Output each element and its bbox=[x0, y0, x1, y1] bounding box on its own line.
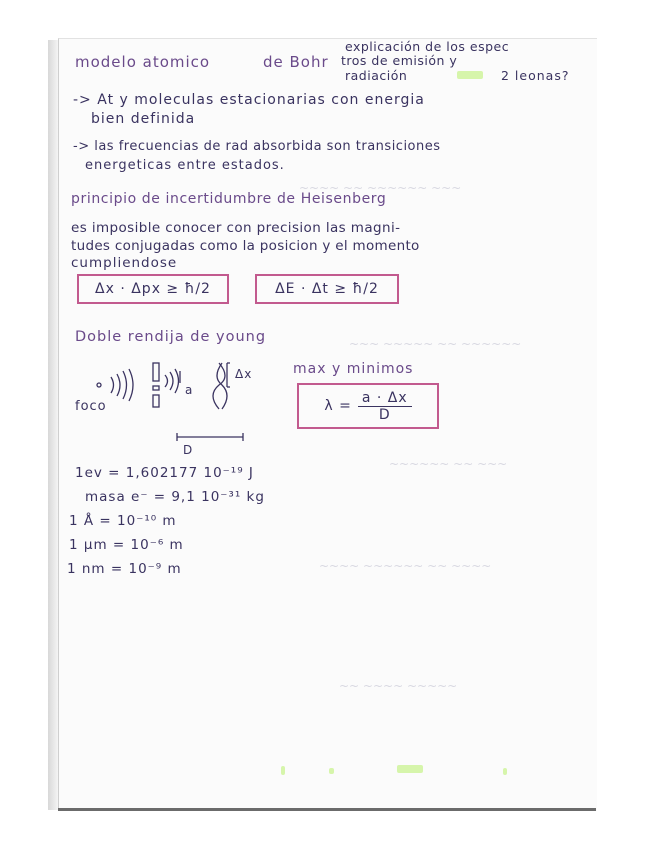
bohr-point-line: -> At y moleculas estacionarias con energia bbox=[73, 92, 425, 108]
bohr-point-line: -> las frecuencias de rad absorbida son transiciones bbox=[73, 139, 441, 154]
bleed-through-text: ~~~~~~ ~~ ~~~ bbox=[389, 457, 508, 471]
max-min-label: max y minimos bbox=[293, 361, 414, 377]
highlighter-mark bbox=[457, 71, 483, 79]
bleed-through-text: ~~ ~~~~ ~~~~~ bbox=[339, 679, 458, 693]
formula-numerator: a · Δx bbox=[358, 390, 412, 407]
wavelength-formula bbox=[297, 383, 439, 429]
heisenberg-text-line: es imposible conocer con precision las magni- bbox=[71, 220, 401, 236]
side-note-tag: 2 leonas? bbox=[501, 68, 570, 83]
heisenberg-text-line: tudes conjugadas como la posicion y el momento bbox=[71, 238, 420, 254]
bohr-point-line: bien definida bbox=[91, 111, 196, 127]
bleed-through-text: ~~~~ ~~~~~~ ~~ ~~~~ bbox=[319, 559, 492, 573]
constant-electron-mass: masa e⁻ = 9,1 10⁻³¹ kg bbox=[85, 489, 265, 505]
label-focus: foco bbox=[75, 399, 107, 414]
notebook-page bbox=[58, 38, 597, 811]
bleed-through-text: ~~~ ~~~~~ ~~ ~~~~~~ bbox=[349, 337, 522, 351]
constant-nanometer: 1 nm = 10⁻⁹ m bbox=[67, 561, 182, 577]
label-fringe-spacing: Δx bbox=[235, 367, 253, 381]
side-note-line: tros de emisión y bbox=[341, 53, 458, 68]
heisenberg-text-line: cumpliendose bbox=[71, 255, 178, 271]
side-note-line: explicación de los espec bbox=[345, 39, 510, 54]
side-note-line: radiación bbox=[345, 68, 408, 83]
constant-micrometer: 1 μm = 10⁻⁶ m bbox=[69, 537, 184, 553]
heisenberg-title: principio de incertidumbre de Heisenberg bbox=[71, 191, 387, 207]
bohr-point-line: energeticas entre estados. bbox=[85, 158, 285, 173]
highlighter-mark bbox=[281, 766, 285, 775]
highlighter-mark bbox=[329, 768, 334, 774]
formula-denominator: D bbox=[378, 406, 391, 423]
formula-lhs: λ = bbox=[324, 398, 352, 414]
constant-angstrom: 1 Å = 10⁻¹⁰ m bbox=[69, 513, 177, 529]
uncertainty-formula-energy: ΔE · Δt ≥ ħ/2 bbox=[255, 274, 399, 304]
model-title: modelo atomico bbox=[75, 53, 211, 71]
formula-fraction bbox=[358, 390, 412, 423]
highlighter-mark bbox=[503, 768, 507, 775]
bleed-through-text: ~~~~ ~~ ~~~~~~ ~~~ bbox=[299, 181, 462, 195]
page-shadow bbox=[48, 40, 58, 810]
label-slit-separation: a bbox=[185, 383, 194, 397]
model-author: de Bohr bbox=[263, 53, 329, 71]
label-screen-distance: D bbox=[183, 443, 194, 457]
young-title: Doble rendija de young bbox=[75, 329, 267, 345]
page-edge bbox=[58, 808, 596, 811]
uncertainty-formula-position: Δx · Δpx ≥ ħ/2 bbox=[77, 274, 229, 304]
highlighter-mark bbox=[397, 765, 423, 773]
constant-electronvolt: 1ev = 1,602177 10⁻¹⁹ J bbox=[75, 465, 254, 481]
